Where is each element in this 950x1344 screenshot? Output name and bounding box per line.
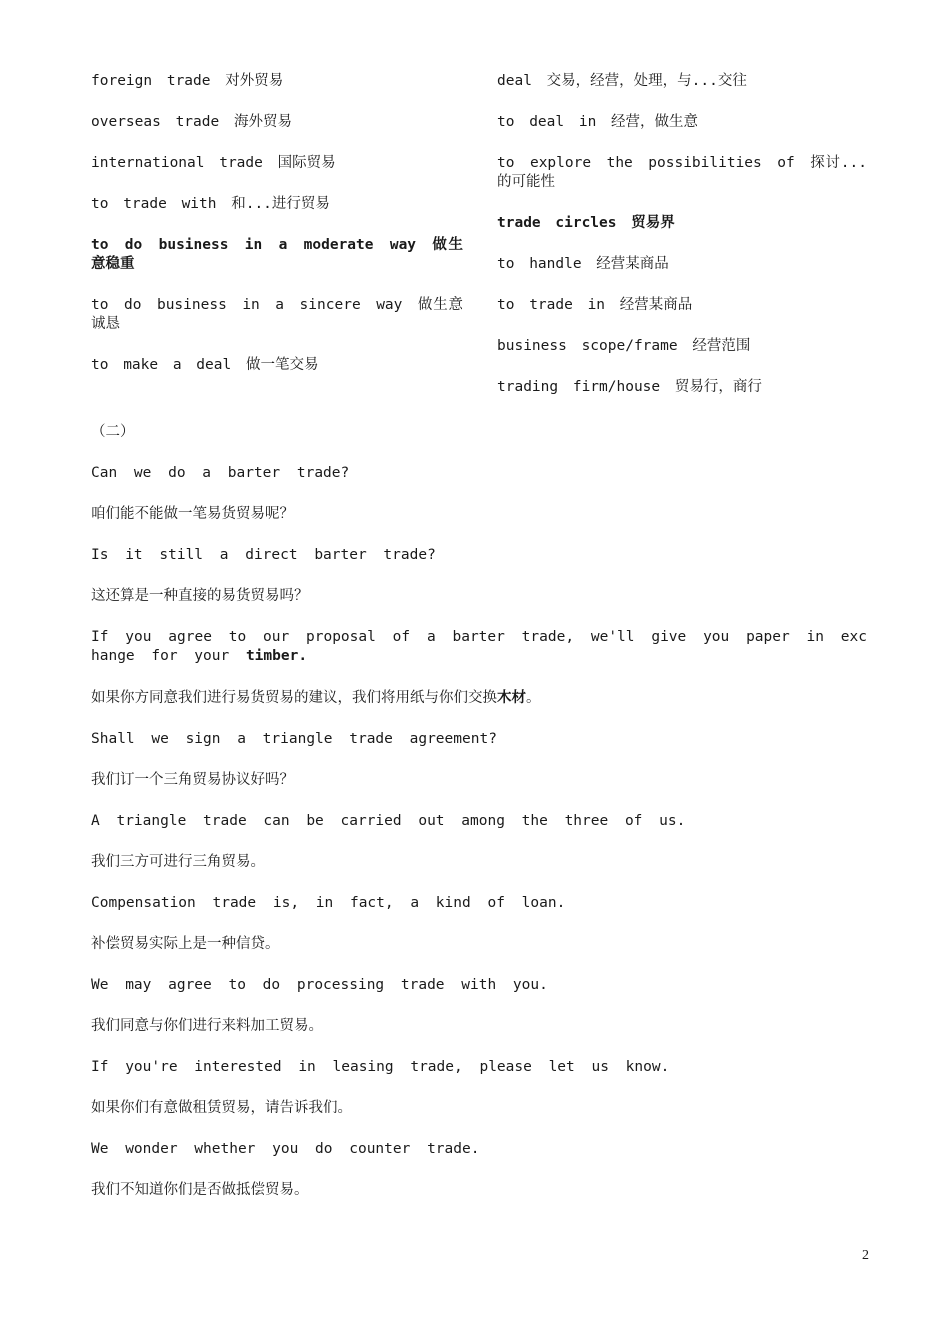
section-label: （二） [91, 424, 135, 440]
vocab-entry: business scope/frame 经营范围 [497, 338, 751, 354]
sentence-english: We may agree to do processing trade with you. [91, 977, 548, 993]
sentence-english: Shall we sign a triangle trade agreement? [91, 731, 497, 747]
vocab-entry: trading firm/house 贸易行，商行 [497, 379, 762, 395]
sentence-chinese-text: 如果你方同意我们进行易货贸易的建议，我们将用纸与你们交换 [91, 690, 497, 706]
vocab-entry: overseas trade 海外贸易 [91, 114, 292, 130]
sentence-chinese-bold: 木材 [497, 689, 526, 706]
vocab-entry: to handle 经营某商品 [497, 256, 669, 272]
sentence-chinese [91, 688, 867, 708]
vocab-column-left [91, 72, 463, 397]
sentence-chinese: 咱们能不能做一笔易货贸易呢？ [91, 506, 294, 522]
vocab-entry: to do business in a sincere way 做生意诚恳 [91, 297, 463, 332]
vocab-entry: to trade with 和...进行贸易 [91, 196, 330, 212]
vocab-entry: to explore the possibilities of 探讨...的可能性 [497, 155, 867, 190]
vocab-entry: deal 交易，经营，处理，与...交往 [497, 73, 747, 89]
vocab-column-right [497, 72, 867, 419]
vocab-entry: to deal in 经营，做生意 [497, 114, 699, 130]
vocab-entry: international trade 国际贸易 [91, 155, 336, 171]
vocab-entry-bold: trade circles 贸易界 [497, 215, 675, 231]
vocab-entry: to make a deal 做一笔交易 [91, 357, 319, 373]
sentence-english: Compensation trade is, in fact, a kind of loan. [91, 895, 566, 911]
example-sentences-section [91, 423, 867, 1222]
sentence-english: If you're interested in leasing trade, please let us know. [91, 1059, 670, 1075]
sentence-english [91, 628, 867, 666]
sentence-chinese: 如果你们有意做租赁贸易，请告诉我们。 [91, 1100, 352, 1116]
sentence-chinese: 我们不知道你们是否做抵偿贸易。 [91, 1182, 309, 1198]
sentence-english: We wonder whether you do counter trade. [91, 1141, 480, 1157]
sentence-chinese: 补偿贸易实际上是一种信贷。 [91, 936, 280, 952]
sentence-english-text: If you agree to our proposal of a barter trade, we'll give you paper in exchange for your [91, 629, 867, 664]
sentence-english: Can we do a barter trade? [91, 465, 350, 481]
sentence-chinese-end: 。 [526, 690, 541, 706]
sentence-english: A triangle trade can be carried out among the three of us. [91, 813, 686, 829]
sentence-chinese: 这还算是一种直接的易货贸易吗？ [91, 588, 309, 604]
page-number: 2 [862, 1248, 869, 1263]
sentence-english-bold: timber. [245, 648, 308, 664]
sentence-chinese: 我们订一个三角贸易协议好吗？ [91, 772, 294, 788]
vocab-entry-bold: to do business in a moderate way 做生意稳重 [91, 237, 463, 272]
sentence-english: Is it still a direct barter trade? [91, 547, 436, 563]
vocab-entry: to trade in 经营某商品 [497, 297, 693, 313]
sentence-chinese: 我们三方可进行三角贸易。 [91, 854, 265, 870]
sentence-chinese: 我们同意与你们进行来料加工贸易。 [91, 1018, 323, 1034]
vocab-entry: foreign trade 对外贸易 [91, 73, 284, 89]
